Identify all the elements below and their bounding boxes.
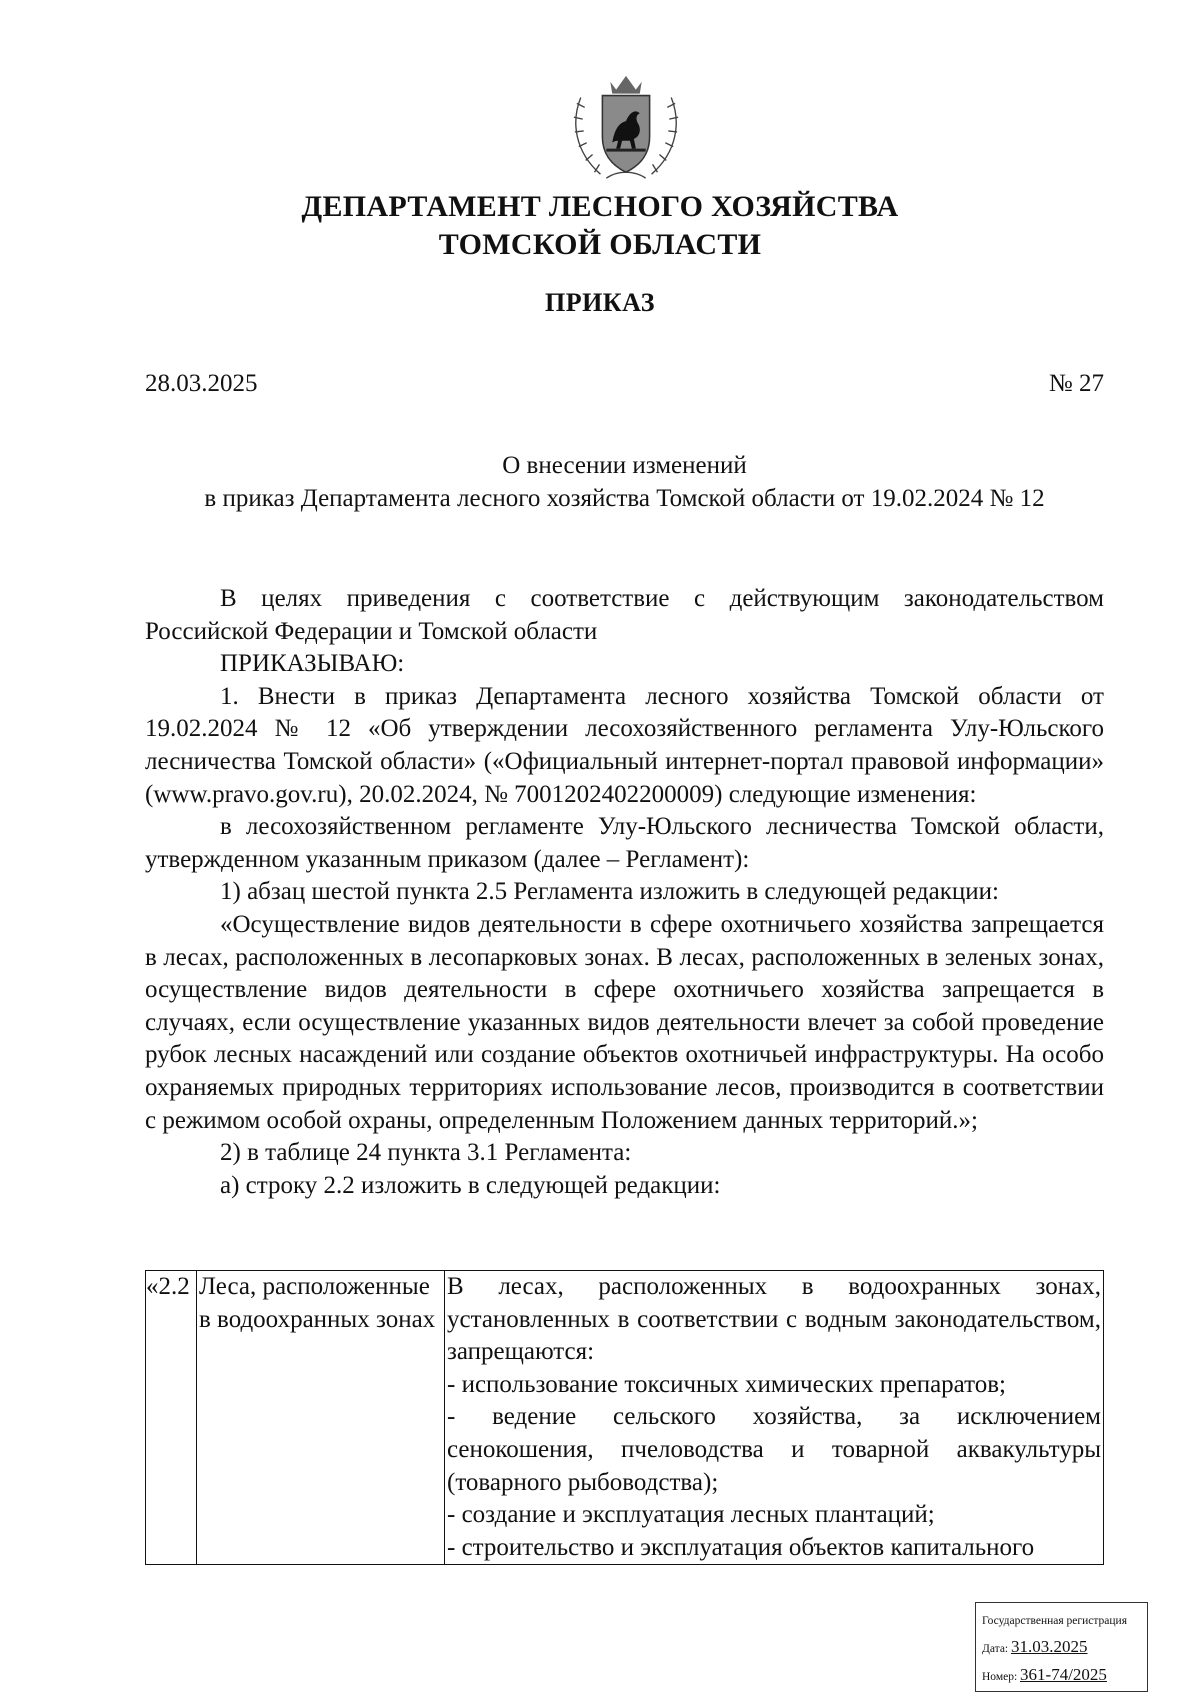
- table-cell-row-number: «2.2: [146, 1271, 197, 1565]
- organization-name-line-2: ТОМСКОЙ ОБЛАСТИ: [438, 228, 762, 261]
- paragraph-preamble: В целях приведения с соответствие с действующим законодательством Российской Федерации и Томской области: [145, 585, 1104, 645]
- document-date: 28.03.2025: [145, 370, 258, 397]
- order-body: [145, 583, 1104, 1202]
- stamp-date-row: [982, 1634, 1141, 1662]
- stamp-number-label: Номер:: [982, 1671, 1018, 1683]
- stamp-date-value: 31.03.2025: [1011, 1637, 1088, 1656]
- paragraph-regulation: в лесохозяйственном регламенте Улу-Юльского лесничества Томской области, утвержденном указанным приказом (далее – Регламент):: [145, 813, 1104, 873]
- restriction-item: - ведение сельского хозяйства, за исключением сенокошения, пчеловодства и товарной аквакультуры (товарного рыбоводства);: [447, 1403, 1101, 1496]
- amendment-table: [145, 1270, 1104, 1565]
- subject-line-2: в приказ Департамента лесного хозяйства Томской области от 19.02.2024 № 12: [204, 485, 1045, 512]
- document-number: № 27: [1048, 370, 1104, 397]
- table-cell-restrictions: [445, 1271, 1104, 1565]
- subject-line-1: О внесении изменений: [502, 452, 747, 479]
- restriction-intro: В лесах, расположенных в водоохранных зонах, установленных в соответствии с водным законодательством, запрещаются:: [447, 1273, 1101, 1366]
- organization-name-line-1: ДЕПАРТАМЕНТ ЛЕСНОГО ХОЗЯЙСТВА: [301, 190, 899, 223]
- stamp-number-value: 361-74/2025: [1020, 1665, 1107, 1684]
- paragraph-subitem-2: 2) в таблице 24 пункта 3.1 Регламента:: [220, 1139, 632, 1167]
- paragraph-order-word: ПРИКАЗЫВАЮ:: [220, 650, 405, 678]
- table-cell-category: Леса, расположенные в водоохранных зонах: [197, 1271, 445, 1565]
- paragraph-item-1: 1. Внести в приказ Департамента лесного хозяйства Томской области от 19.02.2024 № 12 «Об утверждении лесохозяйственного регламента Улу-Юльского лесничества Томской области» («Официальный интернет-портал правовой информации» (www.pravo.gov.ru), 20.02.2024, № 7001202402200009) следующие изменения:: [145, 682, 1104, 808]
- registration-stamp: [975, 1602, 1148, 1692]
- document-type: ПРИКАЗ: [544, 288, 656, 317]
- paragraph-subitem-a: а) строку 2.2 изложить в следующей редакции:: [220, 1171, 721, 1199]
- paragraph-new-wording: «Осуществление видов деятельности в сфере охотничьего хозяйства запрещается в лесах, расположенных в лесопарковых зонах. В лесах, расположенных в зеленых зонах, осуществление видов деятельности в сфере охотничьего хозяйства запрещается в случаях, если осуществление указанных видов деятельности влечет за собой проведение рубок лесных насаждений или создание объектов охотничьей инфраструктуры. На особо охраняемых природных территориях использование лесов, производится в соответствии с режимом особой охраны, определенным Положением данных территорий.»;: [145, 910, 1104, 1134]
- restriction-item: - создание и эксплуатация лесных плантаций;: [447, 1501, 935, 1529]
- stamp-date-label: Дата:: [982, 1643, 1009, 1655]
- tomsk-coat-of-arms-emblem: [567, 68, 685, 186]
- table-row: [146, 1271, 1104, 1565]
- stamp-number-row: [982, 1662, 1141, 1690]
- stamp-title: Государственная регистрация: [982, 1615, 1127, 1627]
- restriction-item: - использование токсичных химических препаратов;: [447, 1370, 1006, 1398]
- restriction-item: - строительство и эксплуатация объектов капитального: [447, 1533, 1035, 1561]
- paragraph-subitem-1: 1) абзац шестой пункта 2.5 Регламента изложить в следующей редакции:: [220, 878, 999, 906]
